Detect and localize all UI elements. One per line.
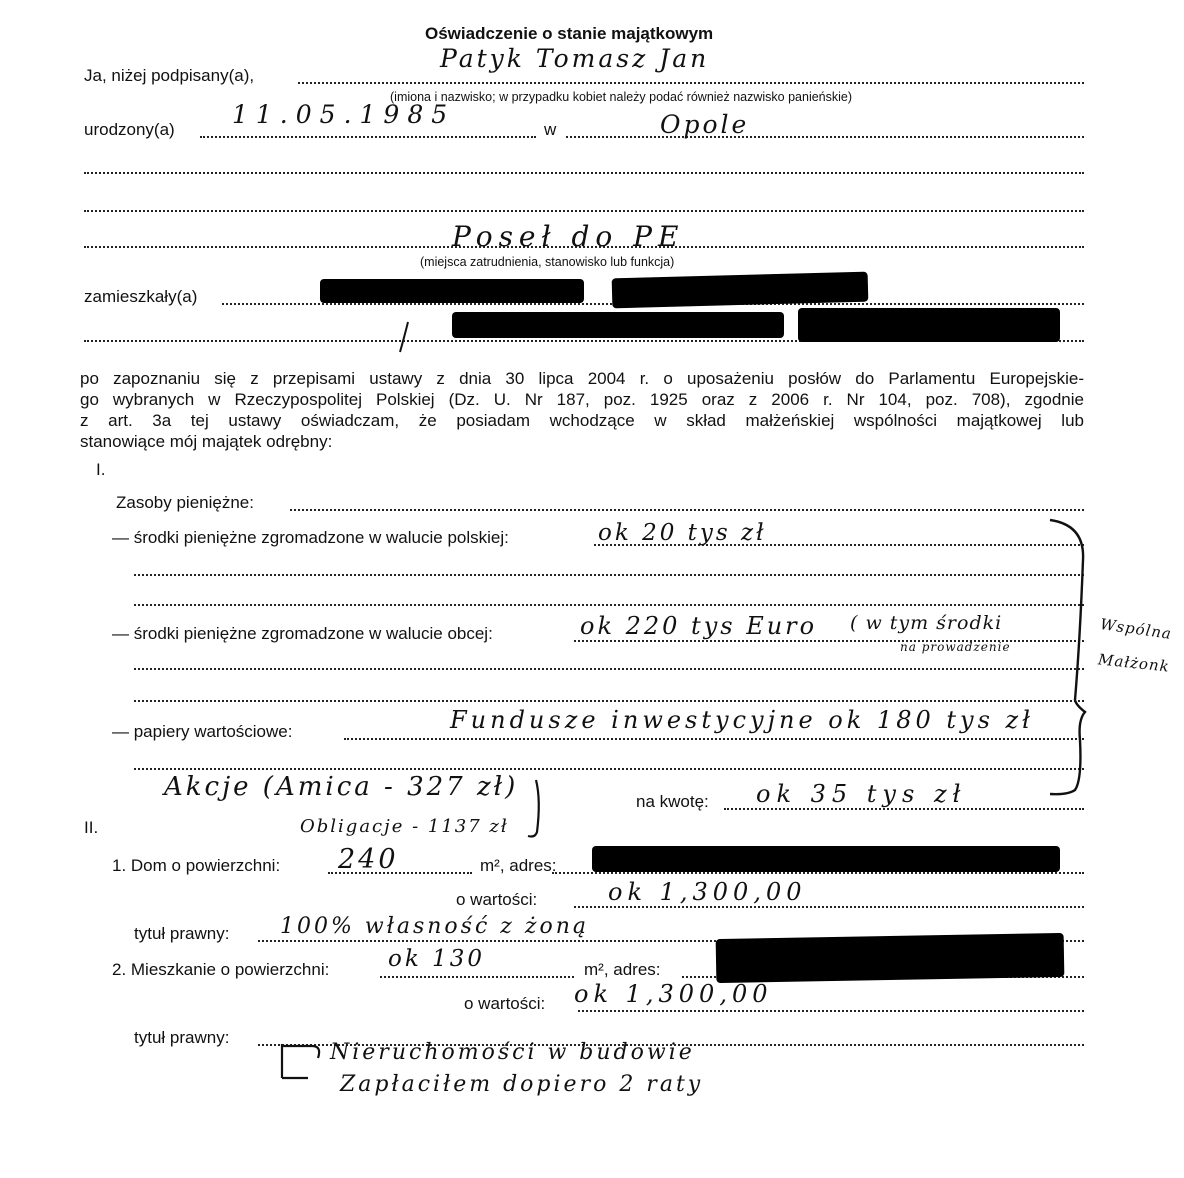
signed-label: Ja, niżej podpisany(a), <box>84 66 255 85</box>
apartment-area-handwriting: ok 130 <box>388 946 485 972</box>
bonds-handwriting: Obligacje - 1137 zł <box>300 816 509 837</box>
foreign-note-2: na prowadzenie <box>900 640 1011 654</box>
name-hint: (imiona i nazwisko; w przypadku kobiet należy podać również nazwisko panieńskie) <box>390 90 853 104</box>
note-1-handwriting: Nieruchomości w budowie <box>330 1040 695 1065</box>
cash-resources-label: Zasoby pieniężne: <box>116 493 254 512</box>
note-2-handwriting: Zapłaciłem dopiero 2 raty <box>340 1072 704 1097</box>
securities-amount-handwriting: ok 35 tys zł <box>756 780 967 808</box>
born-label: urodzony(a) <box>84 120 175 139</box>
bracket-securities <box>528 780 539 837</box>
amount-label: na kwotę: <box>636 792 709 811</box>
position-handwriting: Poseł do PE <box>452 220 685 253</box>
brace-right <box>1050 520 1085 794</box>
house-area-handwriting: 240 <box>338 844 399 875</box>
birth-place-handwriting: Opole <box>660 110 750 139</box>
section-2-heading: II. <box>84 818 99 837</box>
house-value-label: o wartości: <box>456 890 538 909</box>
pln-funds-handwriting: ok 20 tys zł <box>598 520 767 546</box>
apartment-title-label: tytuł prawny: <box>134 1028 230 1047</box>
employment-hint: (miejsca zatrudnienia, stanowisko lub funkcja) <box>420 255 675 269</box>
house-title-label: tytuł prawny: <box>134 924 230 943</box>
foreign-funds-handwriting: ok 220 tys Euro <box>580 612 818 640</box>
stroke-address <box>400 322 408 352</box>
apartment-value-handwriting: ok 1,300,00 <box>574 980 773 1008</box>
pln-funds-label: — środki pieniężne zgromadzone w walucie polskiej: <box>112 528 509 547</box>
apartment-value-label: o wartości: <box>464 994 546 1013</box>
house-value-handwriting: ok 1,300,00 <box>608 878 807 906</box>
paragraph-line-1: po zapoznaniu się z przepisami ustawy z dnia 30 lipca 2004 r. o uposażeniu posłów do Parlamentu Europejskie- <box>80 369 1084 388</box>
foreign-funds-label: — środki pieniężne zgromadzone w walucie obcej: <box>112 624 493 643</box>
house-label: 1. Dom o powierzchni: <box>112 856 281 875</box>
apartment-m2-label: m², adres: <box>584 960 661 979</box>
shares-handwriting: Akcje (Amica - 327 zł) <box>164 772 519 802</box>
arrow-note-1 <box>282 1044 319 1078</box>
paragraph-line-3: z art. 3a tej ustawy oświadczam, że posiadam wchodzące w skład małżeńskiej wspólności majątkowej lub <box>80 411 1084 430</box>
paragraph-line-4: stanowiące mój majątek odrębny: <box>80 432 333 451</box>
name-handwriting: Patyk Tomasz Jan <box>440 44 710 73</box>
birth-date-handwriting: 11.05.1985 <box>232 100 456 129</box>
residing-label: zamieszkały(a) <box>84 287 198 306</box>
foreign-note-1: ( w tym środki <box>850 612 1003 634</box>
securities-label: — papiery wartościowe: <box>112 722 293 741</box>
side-note-2: Małżonk <box>1097 650 1171 676</box>
paragraph-line-2: go wybranych w Rzeczypospolitej Polskiej (Dz. U. Nr 187, poz. 1925 oraz z 2006 r. Nr 104, poz. 708), zgodnie <box>80 390 1084 409</box>
apartment-label: 2. Mieszkanie o powierzchni: <box>112 960 330 979</box>
house-title-handwriting: 100% własność z żoną <box>280 914 589 939</box>
securities-handwriting: Fundusze inwestycyjne ok 180 tys zł <box>450 706 1034 734</box>
side-note-1: Wspólna <box>1099 615 1174 643</box>
section-1-heading: I. <box>96 460 106 479</box>
in-label: w <box>544 120 557 139</box>
house-m2-label: m², adres: <box>480 856 557 875</box>
page-title: Oświadczenie o stanie majątkowym <box>425 24 714 43</box>
